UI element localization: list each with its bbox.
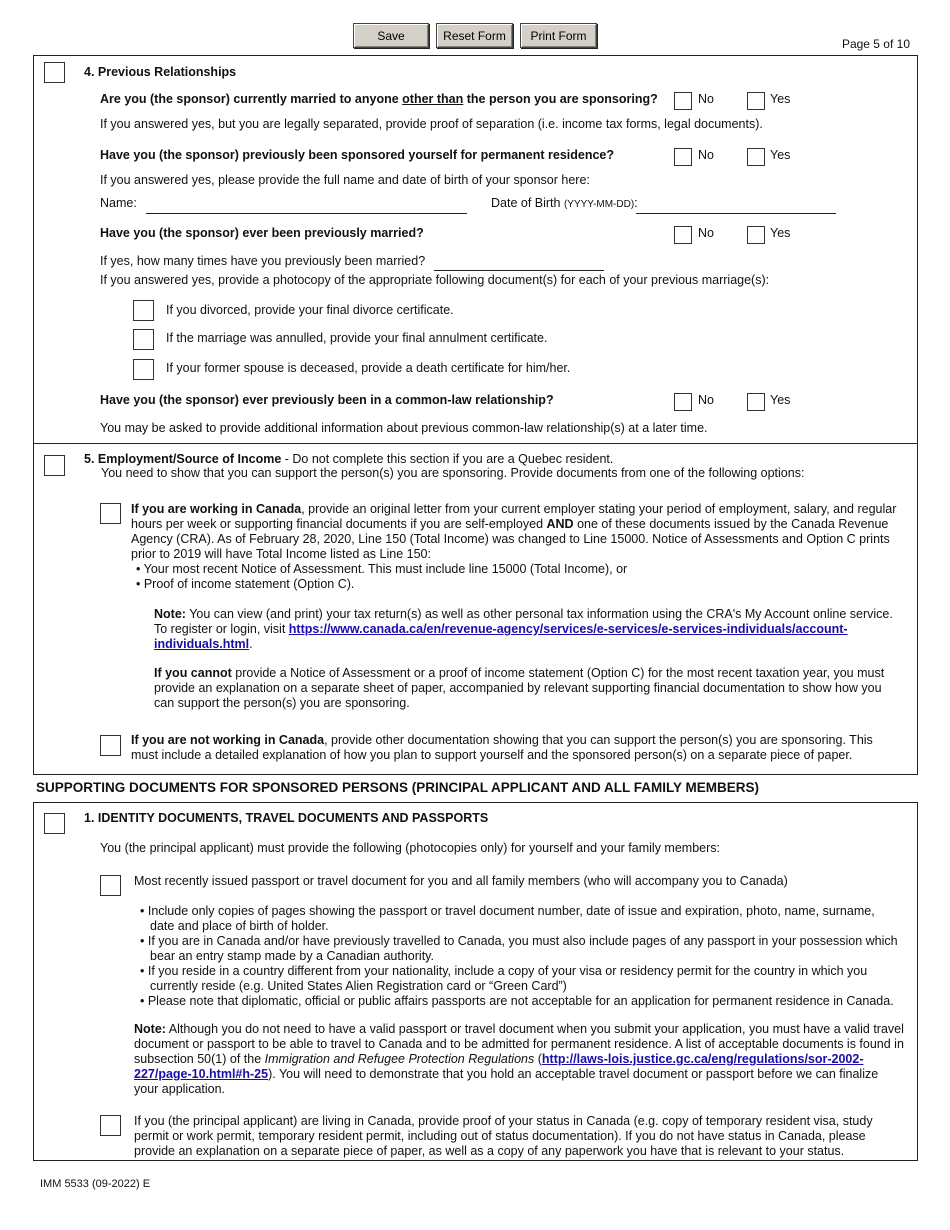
cra-account-link[interactable]: https://www.canada.ca/en/revenue-agency/services/e-services/e-services-individuals/account-individuals.html [154, 622, 848, 651]
reset-form-button[interactable]: Reset Form [436, 23, 513, 48]
death-certificate-text: If your former spouse is deceased, provide a death certificate for him/her. [166, 361, 571, 375]
not-working-text: If you are not working in Canada, provide other documentation showing that you can support the person(s) you are sponsoring. This must include a detailed explanation of how you plan to support yourself and the sponsored person(s) on a separate piece of paper. [131, 733, 873, 762]
passport-checkbox[interactable] [100, 875, 121, 896]
q2-no-label: No [698, 148, 714, 162]
working-in-canada-checkbox[interactable] [100, 503, 121, 524]
q2-yes-checkbox[interactable] [747, 148, 765, 166]
q-married-other: Are you (the sponsor) currently married to anyone other than the person you are sponsoring? [100, 92, 658, 106]
q-sponsored-before: Have you (the sponsor) previously been sponsored yourself for permanent residence? [100, 148, 615, 162]
q1-no-label: No [698, 92, 714, 106]
list-item: • Include only copies of pages showing the passport or travel document number, date of issue and expiration, photo, name, surname, date and place of birth of holder. [140, 904, 875, 933]
list-item: • Proof of income statement (Option C). [136, 577, 355, 591]
q1-yes-checkbox[interactable] [747, 92, 765, 110]
sponsor-dob-label: Date of Birth (YYYY-MM-DD): [491, 196, 638, 210]
q3-no-checkbox[interactable] [674, 226, 692, 244]
death-certificate-checkbox[interactable] [133, 359, 154, 380]
list-item: • Your most recent Notice of Assessment. This must include line 15000 (Total Income), or [136, 562, 628, 576]
not-working-checkbox[interactable] [100, 735, 121, 756]
identity-section-title: 1. IDENTITY DOCUMENTS, TRAVEL DOCUMENTS AND PASSPORTS [84, 811, 489, 825]
q3-no-label: No [698, 226, 714, 240]
section-previous-relationships [33, 55, 918, 444]
passport-requirements-list [138, 904, 902, 1009]
cra-documents-list [134, 562, 894, 592]
section5-intro: You need to show that you can support the person(s) you are sponsoring. Provide documents from one of the following options: [101, 466, 805, 480]
times-married-label: If yes, how many times have you previously been married? [100, 254, 426, 268]
q4-note: You may be asked to provide additional information about previous common-law relationship(s) at a later time. [100, 421, 708, 435]
print-form-button[interactable]: Print Form [520, 23, 597, 48]
q2-yes-label: Yes [770, 148, 791, 162]
cra-note: Note: You can view (and print) your tax return(s) as well as other personal tax information using the CRA's My Account online service. To register or login, visit https://www.canada.ca/en/revenue-agency/services/e-services/e-services-individuals/account-individuals.html. [154, 607, 893, 651]
divorce-checkbox[interactable] [133, 300, 154, 321]
section4-title: 4. Previous Relationships [84, 65, 237, 79]
cannot-note: If you cannot provide a Notice of Assessment or a proof of income statement (Option C) for the most recent taxation year, you must provide an explanation on a separate sheet of paper, accompanied by relevant supporting financial documentation to show how you can support the person(s) you are sponsoring. [154, 666, 885, 710]
save-button[interactable]: Save [353, 23, 429, 48]
list-item: • If you are in Canada and/or have previously travelled to Canada, you must also include pages of any passport in your possession which bear an entry stamp made by a Canadian authority. [140, 934, 898, 963]
section4-checkbox[interactable] [44, 62, 65, 83]
identity-section-checkbox[interactable] [44, 813, 65, 834]
passport-text: Most recently issued passport or travel document for you and all family members (who will accompany you to Canada) [134, 874, 788, 888]
status-in-canada-text: If you (the principal applicant) are living in Canada, provide proof of your status in Canada (e.g. copy of temporary resident visa, study permit or work permit, temporary resident permit, including out of status documentation). If you do not have status in Canada, please provide an explanation on a separate piece of paper, as well as a copy of any paperwork you have that is relevant to your status. [134, 1114, 873, 1158]
sponsor-dob-field[interactable] [636, 213, 836, 214]
times-married-field[interactable] [434, 270, 604, 271]
q3-note: If you answered yes, provide a photocopy of the appropriate following document(s) for each of your previous marriage(s): [100, 273, 770, 287]
q1-no-checkbox[interactable] [674, 92, 692, 110]
q1-note: If you answered yes, but you are legally separated, provide proof of separation (i.e. income tax forms, legal documents). [100, 117, 763, 131]
annulment-checkbox[interactable] [133, 329, 154, 350]
identity-intro: You (the principal applicant) must provide the following (photocopies only) for yourself and your family members: [100, 841, 720, 855]
q3-yes-checkbox[interactable] [747, 226, 765, 244]
section5-title: 5. Employment/Source of Income - Do not complete this section if you are a Quebec resident. [84, 452, 614, 466]
q-previously-married: Have you (the sponsor) ever been previously married? [100, 226, 424, 240]
q4-yes-checkbox[interactable] [747, 393, 765, 411]
list-item: • If you reside in a country different from your nationality, include a copy of your visa or residency permit for the country in which you currently reside (e.g. United States Alien Registration card or “Green Card”) [140, 964, 868, 993]
form-footer-code: IMM 5533 (09-2022) E [40, 1178, 151, 1190]
divorce-text: If you divorced, provide your final divorce certificate. [166, 303, 454, 317]
sponsor-name-label: Name: [100, 196, 137, 210]
annulment-text: If the marriage was annulled, provide your final annulment certificate. [166, 331, 548, 345]
section5-checkbox[interactable] [44, 455, 65, 476]
q1-yes-label: Yes [770, 92, 791, 106]
supporting-documents-heading: SUPPORTING DOCUMENTS FOR SPONSORED PERSONS (PRINCIPAL APPLICANT AND ALL FAMILY MEMBERS) [36, 780, 760, 795]
q2-note: If you answered yes, please provide the full name and date of birth of your sponsor here: [100, 173, 590, 187]
q4-no-checkbox[interactable] [674, 393, 692, 411]
page-number: Page 5 of 10 [841, 37, 910, 51]
q3-yes-label: Yes [770, 226, 791, 240]
q4-no-label: No [698, 393, 714, 407]
status-in-canada-checkbox[interactable] [100, 1115, 121, 1136]
sponsor-name-field[interactable] [146, 213, 467, 214]
q2-no-checkbox[interactable] [674, 148, 692, 166]
regulations-link[interactable]: http://laws-lois.justice.gc.ca/eng/regulations/sor-2002-227/page-10.html#h-25 [134, 1052, 864, 1081]
q-common-law: Have you (the sponsor) ever previously been in a common-law relationship? [100, 393, 554, 407]
passport-note: Note: Although you do not need to have a valid passport or travel document when you submit your application, you must have a valid travel document or passport to be able to travel to Canada and to be admitted for permanent residence. A list of acceptable documents is found in subsection 50(1) of the Immigration and Refugee Protection Regulations (http://laws-lois.justice.gc.ca/eng/regulations/sor-2002-227/page-10.html#h-25). You will need to demonstrate that you hold an acceptable travel document or passport before we can finalize your application. [134, 1022, 904, 1096]
list-item: • Please note that diplomatic, official or public affairs passports are not acceptable for an application for permanent residence in Canada. [140, 994, 894, 1008]
q4-yes-label: Yes [770, 393, 791, 407]
working-in-canada-text: If you are working in Canada, provide an original letter from your current employer stating your period of employment, salary, and regular hours per week or supporting financial documents if you are self-employed AND one of these documents issued by the Canada Revenue Agency (CRA). As of February 28, 2020, Line 150 (Total Income) was changed to Line 15000. Notice of Assessments and Option C prints prior to 2019 will have Total Income listed as Line 150: [131, 502, 897, 561]
